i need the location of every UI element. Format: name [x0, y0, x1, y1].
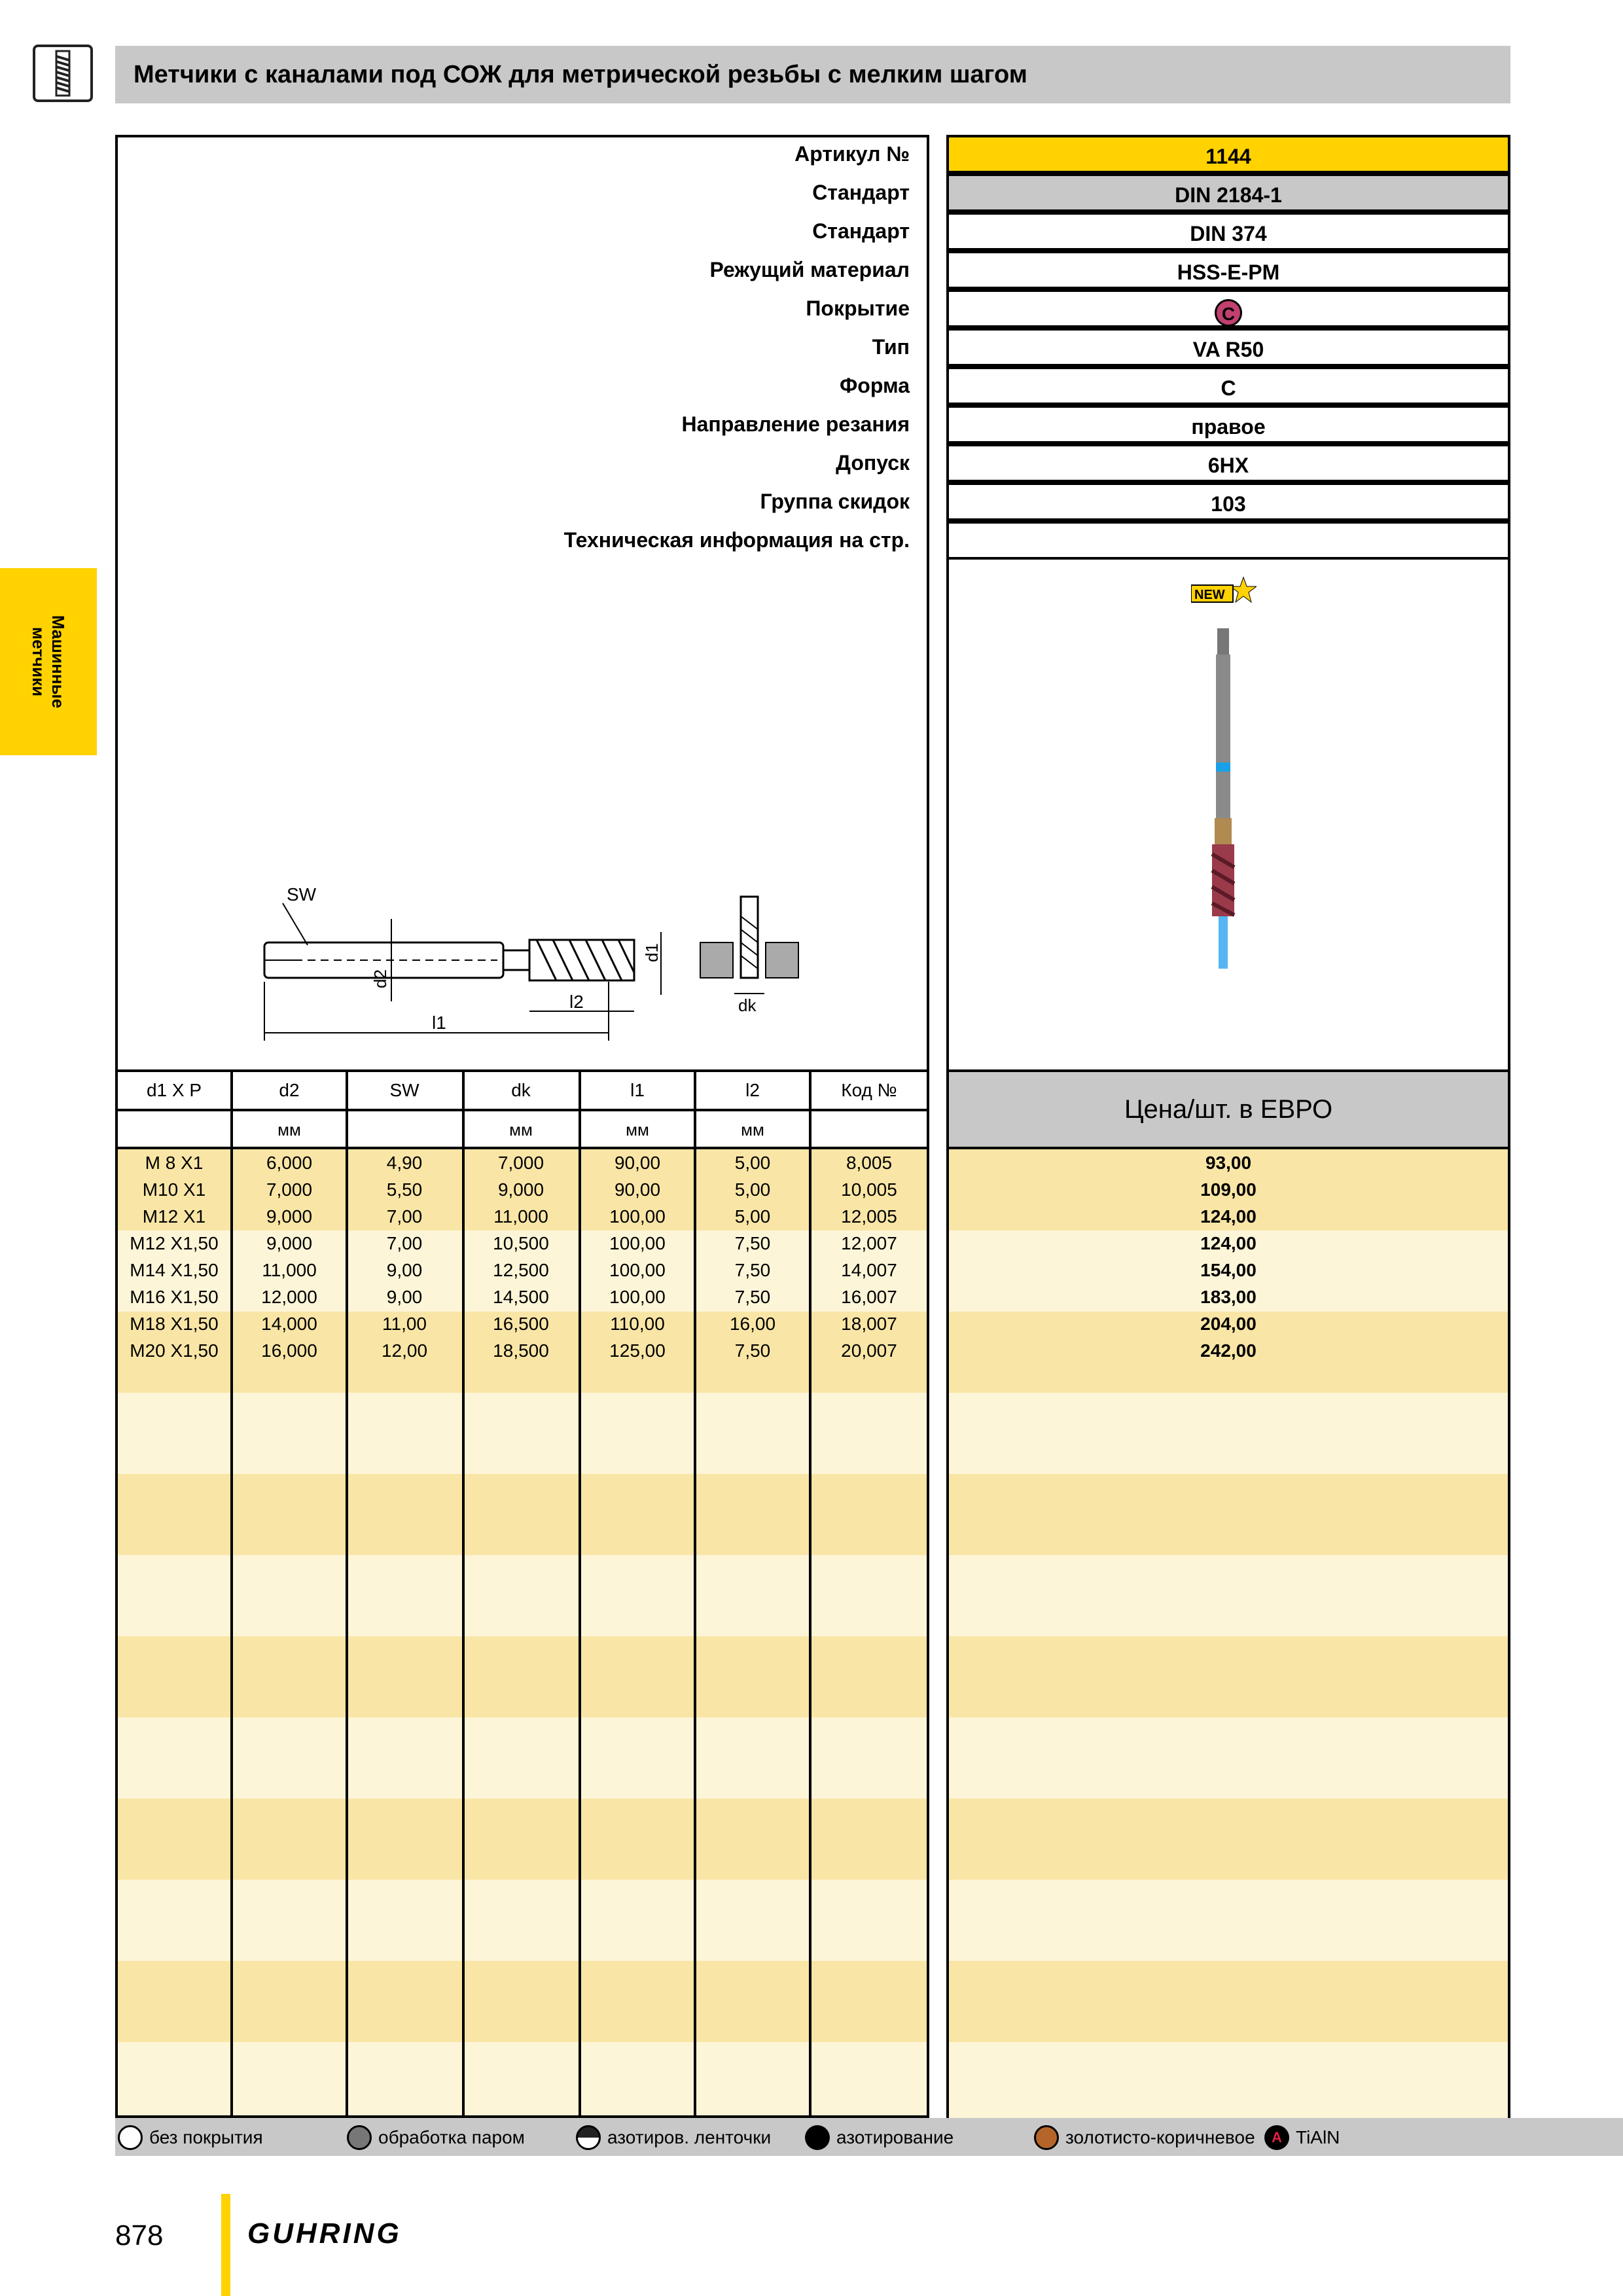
price-header: Цена/шт. в ЕВРО [946, 1069, 1510, 1149]
dim-d1: d1 [642, 943, 662, 962]
unit-sw [348, 1111, 461, 1148]
dim-dk: dk [738, 996, 757, 1015]
legend-steam [347, 2121, 525, 2155]
col-header-l1: l1 [630, 1080, 645, 1100]
spec-label-material: Режущий материал [709, 258, 910, 281]
table-cell: 100,00 [609, 1287, 666, 1307]
table-cell: 18,007 [841, 1314, 897, 1334]
table-cell: 16,500 [493, 1314, 549, 1334]
table-cell: 20,007 [841, 1340, 897, 1361]
table-cell: 14,007 [841, 1260, 897, 1280]
legend-uncoated [118, 2121, 263, 2155]
dim-d2: d2 [370, 969, 390, 988]
footer-accent [221, 2194, 230, 2296]
table-cell: 7,00 [386, 1206, 423, 1227]
nitrided-icon [805, 2125, 830, 2150]
unit-dk: мм [509, 1120, 533, 1139]
table-cell: M18 X1,50 [130, 1314, 219, 1334]
table-stripe [118, 1393, 927, 1474]
table-cell: 12,00 [381, 1340, 428, 1361]
col-header-l2: l2 [745, 1080, 760, 1100]
uncoated-icon [118, 2125, 143, 2150]
legend-label: TiAlN [1296, 2127, 1340, 2147]
legend-label: обработка паром [378, 2127, 525, 2147]
table-stripe [118, 1474, 927, 1555]
table-cell: 7,00 [386, 1233, 423, 1253]
dim-l2: l2 [569, 992, 584, 1012]
spec-value-techinfo[interactable] [946, 521, 1510, 560]
legend-label: без покрытия [149, 2127, 263, 2147]
col-header-d2: d2 [279, 1080, 300, 1100]
table-cell: 5,00 [734, 1179, 771, 1200]
spec-label-coating: Покрытие [806, 296, 910, 320]
spec-label-form: Форма [839, 374, 910, 397]
spec-value-article: 1144 [946, 135, 1510, 173]
table-cell: 8,005 [846, 1153, 893, 1173]
spec-value-discount: 103 [946, 482, 1510, 521]
table-cell: M10 X1 [142, 1179, 206, 1200]
legend-gold-brown [1034, 2121, 1255, 2155]
new-badge-text: NEW [1194, 588, 1225, 602]
price-cell: 242,00 [1200, 1340, 1257, 1361]
table-cell: 9,000 [497, 1179, 544, 1200]
nitrided-lands-icon [576, 2125, 601, 2150]
table-cell: 11,00 [382, 1314, 427, 1334]
table-cell: 12,005 [841, 1206, 897, 1227]
price-stripe [949, 1393, 1508, 1474]
spec-label-type: Тип [872, 335, 910, 359]
table-cell: 11,000 [493, 1206, 548, 1227]
coating-badge-icon: C [1215, 299, 1242, 327]
table-cell: 5,00 [734, 1206, 771, 1227]
brand-logo: GUHRING [247, 2217, 402, 2250]
table-cell: 7,50 [734, 1287, 771, 1307]
price-stripe [949, 1636, 1508, 1717]
table-cell: 90,00 [614, 1179, 661, 1200]
table-cell: 16,00 [729, 1314, 776, 1334]
table-cell: 9,00 [386, 1287, 423, 1307]
legend-label: золотисто-коричневое [1065, 2127, 1255, 2147]
price-stripe [949, 1717, 1508, 1799]
table-cell: 110,00 [610, 1314, 665, 1334]
side-tab-label: Машинные метчики [28, 615, 68, 709]
table-cell: 7,50 [734, 1233, 771, 1253]
price-cell: 124,00 [1200, 1233, 1257, 1253]
spec-label-techinfo: Техническая информация на стр. [563, 528, 910, 552]
table-cell: M16 X1,50 [130, 1287, 219, 1307]
table-stripe [118, 1636, 927, 1717]
table-cell: 7,000 [497, 1153, 544, 1173]
gold-brown-icon [1034, 2125, 1059, 2150]
table-cell: 7,50 [734, 1260, 771, 1280]
table-cell: M20 X1,50 [130, 1340, 219, 1361]
table-cell: M12 X1,50 [130, 1233, 219, 1253]
table-cell: 14,500 [493, 1287, 549, 1307]
table-cell: M 8 X1 [145, 1153, 204, 1173]
spec-label-standard-2: Стандарт [812, 219, 910, 243]
table-cell: 9,00 [386, 1260, 423, 1280]
price-cell: 109,00 [1200, 1179, 1257, 1200]
table-cell: 90,00 [614, 1153, 661, 1173]
table-cell: 7,50 [734, 1340, 771, 1361]
table-cell: 11,000 [262, 1260, 317, 1280]
spec-value-tolerance: 6HX [946, 444, 1510, 482]
tap-dimension-drawing [249, 877, 812, 1060]
unit-d2: мм [277, 1120, 301, 1139]
spec-value-standard: DIN 2184-1 [946, 173, 1510, 212]
table-stripe [118, 1799, 927, 1880]
price-cell: 93,00 [1205, 1153, 1252, 1173]
steam-icon [347, 2125, 372, 2150]
price-stripe [949, 1799, 1508, 1880]
table-cell: 16,007 [841, 1287, 897, 1307]
table-cell: 100,00 [609, 1206, 666, 1227]
unit-l1: мм [626, 1120, 649, 1139]
table-cell: 18,500 [493, 1340, 549, 1361]
spec-value-direction: правое [946, 405, 1510, 444]
price-cell: 183,00 [1200, 1287, 1257, 1307]
spec-label-direction: Направление резания [681, 412, 910, 436]
legend-nitrided [805, 2121, 954, 2155]
table-cell: M14 X1,50 [130, 1260, 219, 1280]
price-cell: 204,00 [1200, 1314, 1257, 1334]
table-cell: 16,000 [261, 1340, 317, 1361]
unit-d1xp [118, 1111, 230, 1148]
price-stripe [949, 1555, 1508, 1636]
legend-tialn [1264, 2121, 1340, 2155]
table-cell: 5,50 [386, 1179, 423, 1200]
dim-l1: l1 [432, 1013, 446, 1033]
unit-l2: мм [741, 1120, 764, 1139]
table-cell: 12,500 [493, 1260, 549, 1280]
spec-value-form: C [946, 367, 1510, 405]
dim-sw: SW [287, 884, 317, 905]
table-cell: 9,000 [266, 1233, 313, 1253]
unit-code [812, 1111, 927, 1148]
price-stripe [949, 2042, 1508, 2118]
spec-value-coating [946, 289, 1510, 328]
new-badge-icon [1191, 576, 1257, 607]
table-cell: 100,00 [609, 1260, 666, 1280]
spec-value-standard-2: DIN 374 [946, 212, 1510, 251]
table-cell: 5,00 [734, 1153, 771, 1173]
table-cell: 4,90 [386, 1153, 423, 1173]
spec-value-material: HSS-E-PM [946, 251, 1510, 289]
col-header-sw: SW [389, 1080, 419, 1100]
col-header-dk: dk [511, 1080, 531, 1100]
table-cell: 10,500 [493, 1233, 549, 1253]
tap-category-icon [33, 45, 93, 102]
table-cell: 6,000 [266, 1153, 313, 1173]
table-stripe [118, 1961, 927, 2042]
spec-value-type: VA R50 [946, 328, 1510, 367]
table-cell: 10,005 [841, 1179, 897, 1200]
page-title: Метчики с каналами под СОЖ для метрической резьбы с мелким шагом [134, 61, 1027, 88]
price-cell: 124,00 [1200, 1206, 1257, 1227]
tap-product-image [1191, 622, 1257, 1014]
price-cell: 154,00 [1200, 1260, 1257, 1280]
table-cell: 12,000 [261, 1287, 317, 1307]
table-stripe [118, 1717, 927, 1799]
table-cell: 125,00 [609, 1340, 666, 1361]
col-header-d1xp: d1 X P [146, 1080, 202, 1100]
legend-nitrided-lands [576, 2121, 771, 2155]
legend-label: азотиров. ленточки [607, 2127, 772, 2147]
legend-label: азотирование [836, 2127, 954, 2147]
table-cell: 7,000 [266, 1179, 313, 1200]
spec-label-standard: Стандарт [812, 181, 910, 204]
table-stripe [118, 1555, 927, 1636]
price-stripe [949, 1474, 1508, 1555]
price-stripe [949, 1961, 1508, 2042]
table-cell: 100,00 [609, 1233, 666, 1253]
price-stripe [949, 1880, 1508, 1961]
spec-label-discount: Группа скидок [760, 490, 910, 513]
table-cell: M12 X1 [142, 1206, 206, 1227]
table-cell: 9,000 [266, 1206, 313, 1227]
spec-label-article: Артикул № [794, 142, 910, 166]
table-cell: 12,007 [841, 1233, 897, 1253]
tialn-icon: A [1264, 2125, 1289, 2150]
spec-label-tolerance: Допуск [836, 451, 910, 475]
page-number: 878 [115, 2219, 164, 2251]
table-cell: 14,000 [261, 1314, 317, 1334]
col-header-code: Код № [841, 1080, 897, 1100]
table-stripe [118, 2042, 927, 2118]
table-stripe [118, 1880, 927, 1961]
